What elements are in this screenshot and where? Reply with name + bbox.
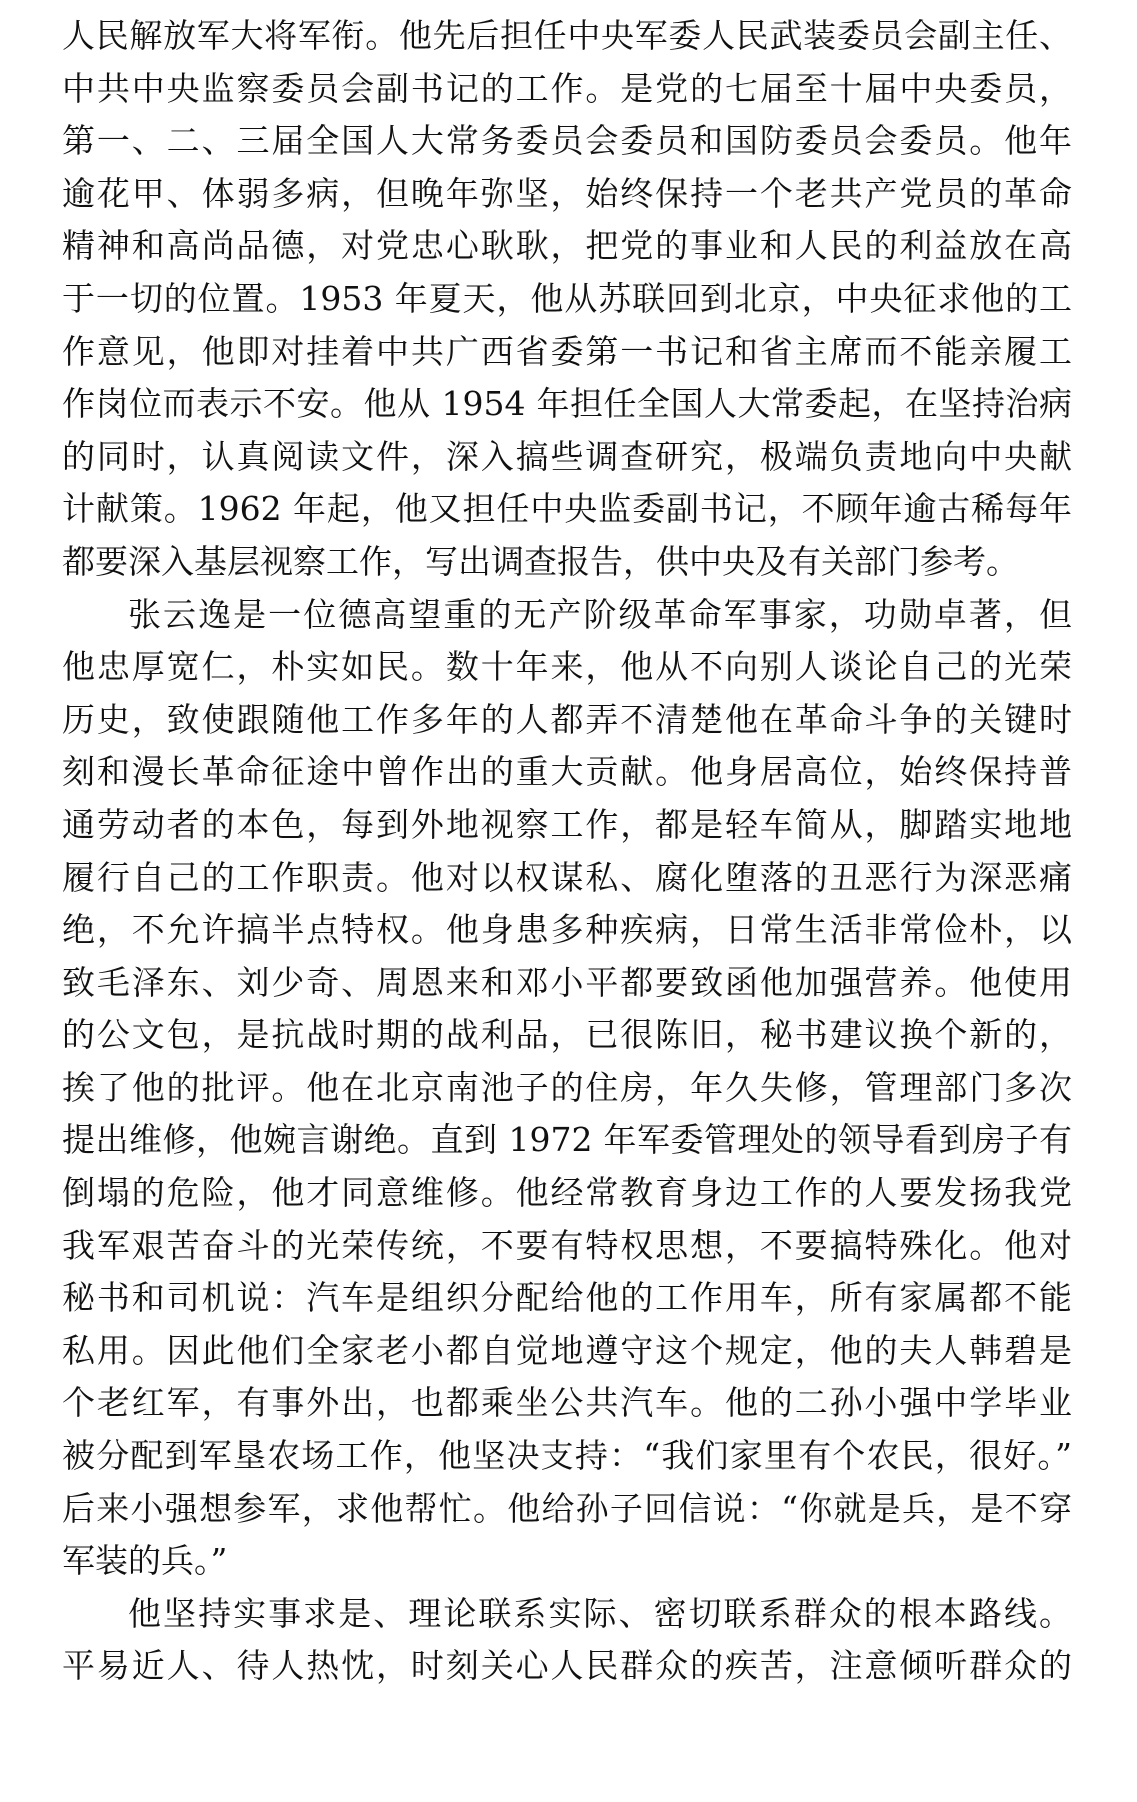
text-line: 张云逸是一位德高望重的无产阶级革命军事家，功勋卓著，但 (128, 594, 1072, 634)
text-line: 绝，不允许搞半点特权。他身患多种疾病，日常生活非常俭朴，以 (62, 910, 1072, 950)
text-line: 倒塌的危险，他才同意维修。他经常教育身边工作的人要发扬我党 (62, 1173, 1072, 1213)
text-line: 的同时，认真阅读文件，深入搞些调查研究，极端负责地向中央献 (62, 436, 1072, 476)
text-line: 刻和漫长革命征途中曾作出的重大贡献。他身居高位，始终保持普 (62, 752, 1072, 792)
text-line: 私用。因此他们全家老小都自觉地遵守这个规定，他的夫人韩碧是 (62, 1330, 1072, 1370)
text-line: 提出维修，他婉言谢绝。直到 1972 年军委管理处的领导看到房子有 (62, 1120, 1072, 1160)
text-line: 人民解放军大将军衔。他先后担任中央军委人民武装委员会副主任、 (62, 16, 1072, 55)
paragraph (62, 589, 1072, 1588)
text-line: 他忠厚宽仁，朴实如民。数十年来，他从不向别人谈论自己的光荣 (62, 647, 1072, 687)
text-line: 作意见，他即对挂着中共广西省委第一书记和省主席而不能亲履工 (62, 331, 1072, 371)
text-line: 军装的兵。” (62, 1541, 228, 1581)
text-line: 后来小强想参军，求他帮忙。他给孙子回信说：“你就是兵，是不穿 (62, 1488, 1072, 1528)
text-line: 逾花甲、体弱多病，但晚年弥坚，始终保持一个老共产党员的革命 (62, 173, 1072, 213)
text-line: 平易近人、待人热忱，时刻关心人民群众的疾苦，注意倾听群众的 (62, 1646, 1072, 1686)
text-line: 通劳动者的本色，每到外地视察工作，都是轻车简从，脚踏实地地 (62, 804, 1072, 844)
text-line: 秘书和司机说：汽车是组织分配给他的工作用车，所有家属都不能 (62, 1278, 1072, 1318)
text-line: 我军艰苦奋斗的光荣传统，不要有特权思想，不要搞特殊化。他对 (62, 1225, 1072, 1265)
text-line: 历史，致使跟随他工作多年的人都弄不清楚他在革命斗争的关键时 (62, 699, 1072, 739)
text-line: 中共中央监察委员会副书记的工作。是党的七届至十届中央委员， (62, 68, 1072, 108)
paragraph (62, 10, 1072, 589)
text-line: 被分配到军垦农场工作，他坚决支持：“我们家里有个农民，很好。” (62, 1436, 1072, 1476)
text-line: 作岗位而表示不安。他从 1954 年担任全国人大常委起，在坚持治病 (62, 384, 1072, 424)
text-line: 精神和高尚品德，对党忠心耿耿，把党的事业和人民的利益放在高 (62, 226, 1072, 266)
text-line: 都要深入基层视察工作，写出调查报告，供中央及有关部门参考。 (62, 541, 1019, 581)
text-line: 的公文包，是抗战时期的战利品，已很陈旧，秘书建议换个新的， (62, 1015, 1072, 1055)
text-line: 履行自己的工作职责。他对以权谋私、腐化堕落的丑恶行为深恶痛 (62, 857, 1072, 897)
text-line: 个老红军，有事外出，也都乘坐公共汽车。他的二孙小强中学毕业 (62, 1383, 1072, 1423)
text-line: 致毛泽东、刘少奇、周恩来和邓小平都要致函他加强营养。他使用 (62, 962, 1072, 1002)
text-line: 第一、二、三届全国人大常务委员会委员和国防委员会委员。他年 (62, 121, 1072, 161)
text-line: 计献策。1962 年起，他又担任中央监委副书记，不顾年逾古稀每年 (62, 489, 1072, 529)
paragraph (62, 1588, 1072, 1693)
text-line: 于一切的位置。1953 年夏天，他从苏联回到北京，中央征求他的工 (62, 278, 1072, 318)
text-line: 他坚持实事求是、理论联系实际、密切联系群众的根本路线。 (128, 1593, 1072, 1633)
text-line: 挨了他的批评。他在北京南池子的住房，年久失修，管理部门多次 (62, 1067, 1072, 1107)
body-text (62, 10, 1072, 1693)
